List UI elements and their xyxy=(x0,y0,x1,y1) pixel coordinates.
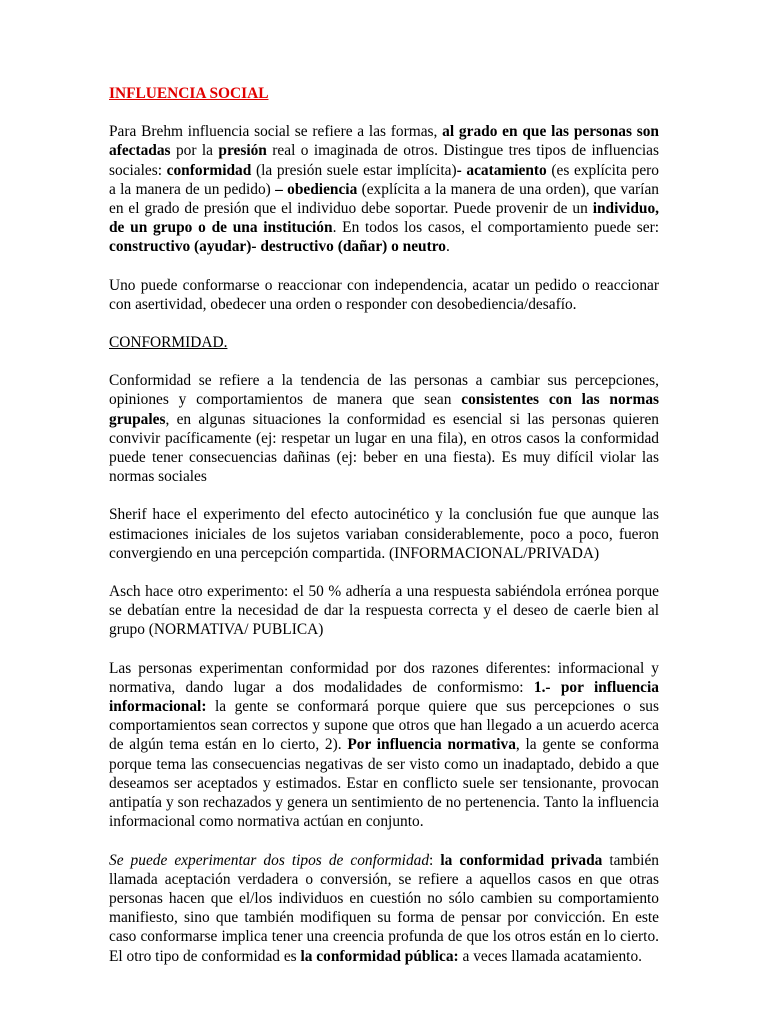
text-run: : xyxy=(429,851,441,869)
paragraph-types-of-conformity xyxy=(109,851,659,966)
bold-run: consistentes con las normas grupales xyxy=(109,391,660,428)
bold-run: – obediencia xyxy=(275,180,358,198)
paragraph-asch: Asch hace otro experimento: el 50 % adhería a una respuesta sabiéndola errónea porque se debatían entre la necesidad de dar la respuesta correcta y el deseo de caerle bien al grupo (NORMATIVA/ PUBLICA) xyxy=(109,583,659,639)
bold-run: al grado en que las personas son afectadas xyxy=(109,123,659,160)
text-run: la gente se conformará porque quiere que sus percepciones o sus comportamientos sean correctos y supone que otros que han llegado a un acuerdo acerca de algún tema están en lo cierto, 2). xyxy=(109,698,659,754)
paragraph-two-reasons xyxy=(109,659,659,832)
text-run: (la presión suele estar implícita) xyxy=(251,161,457,179)
text-run: Conformidad se refiere a la tendencia de las personas a cambiar sus percepciones, opiniones y comportamientos de manera que sean xyxy=(109,372,659,409)
text-run: a veces llamada acatamiento. xyxy=(458,947,642,965)
paragraph-conformidad-definition xyxy=(109,371,659,486)
bold-run: conformidad xyxy=(166,161,252,179)
document-title: INFLUENCIA SOCIAL xyxy=(109,85,269,102)
bold-run: constructivo (ayudar)- destructivo (dañar) o neutro xyxy=(109,238,446,256)
text-run: Para Brehm influencia social se refiere a las formas, xyxy=(109,123,443,141)
text-run: , la gente se conforma porque tema las consecuencias negativas de ser visto como un inadaptado, debido a que deseamos ser aceptados y estimados. Estar en conflicto suele ser tensionante, provocan antipatía y son rechazados y genera un sentimiento de no pertenencia. Tanto la influencia informacional como normativa actúan en conjunto. xyxy=(109,736,659,831)
text-run: (explícita a la manera de una orden), que varían en el grado de presión que el individuo debe soportar. Puede provenir de un xyxy=(109,180,659,218)
bold-run: - acatamiento xyxy=(456,161,547,179)
bold-run: la conformidad privada xyxy=(440,851,603,869)
text-run: . xyxy=(446,238,450,256)
italic-run: Se puede experimentar dos tipos de conformidad xyxy=(109,851,430,869)
text-run: real o imaginada de otros. Distingue tres tipos de influencias sociales: xyxy=(109,142,659,179)
paragraph-brehm xyxy=(109,122,659,256)
document-body xyxy=(109,84,659,985)
section-heading-conformidad: CONFORMIDAD. xyxy=(109,334,228,352)
bold-run: Por influencia normativa xyxy=(347,736,516,754)
bold-run: 1.- por influencia informacional: xyxy=(109,678,659,716)
text-run: . En todos los casos, el comportamiento puede ser: xyxy=(332,219,659,237)
bold-run: individuo, de un grupo o de una institución xyxy=(109,200,659,237)
bold-run: la conformidad pública: xyxy=(300,947,459,965)
text-run: por la xyxy=(170,142,219,160)
paragraph-responses: Uno puede conformarse o reaccionar con independencia, acatar un pedido o reaccionar con asertividad, obedecer una orden o responder con desobediencia/desafío. xyxy=(109,276,659,313)
text-run: (es explícita pero a la manera de un pedido) xyxy=(109,161,660,198)
text-run: , en algunas situaciones la conformidad es esencial si las personas quieren convivir pacíficamente (ej: respetar un lugar en una fila), en otros casos la conformidad puede tener consecuencias dañinas (ej: beber en una fiesta). Es muy difícil violar las normas sociales xyxy=(109,410,659,486)
text-run: también llamada aceptación verdadera o conversión, se refiere a aquellos casos en que otras personas hacen que el/los individuos en cuestión no sólo cambien su comportamiento manifiesto, sino que también modifiquen su forma de pensar por convicción. En este caso conformarse implica tener una creencia profunda de que los otros están en lo cierto. El otro tipo de conformidad es xyxy=(109,851,659,965)
paragraph-sherif: Sherif hace el experimento del efecto autocinético y la conclusión fue que aunque las estimaciones iniciales de los sujetos variaban considerablemente, poco a poco, fueron convergiendo en una percepción compartida. (INFORMACIONAL/PRIVADA) xyxy=(109,506,659,562)
bold-run: presión xyxy=(218,142,267,160)
text-run: Las personas experimentan conformidad por dos razones diferentes: informacional y normativa, dando lugar a dos modalidades de conformismo: xyxy=(109,659,659,696)
